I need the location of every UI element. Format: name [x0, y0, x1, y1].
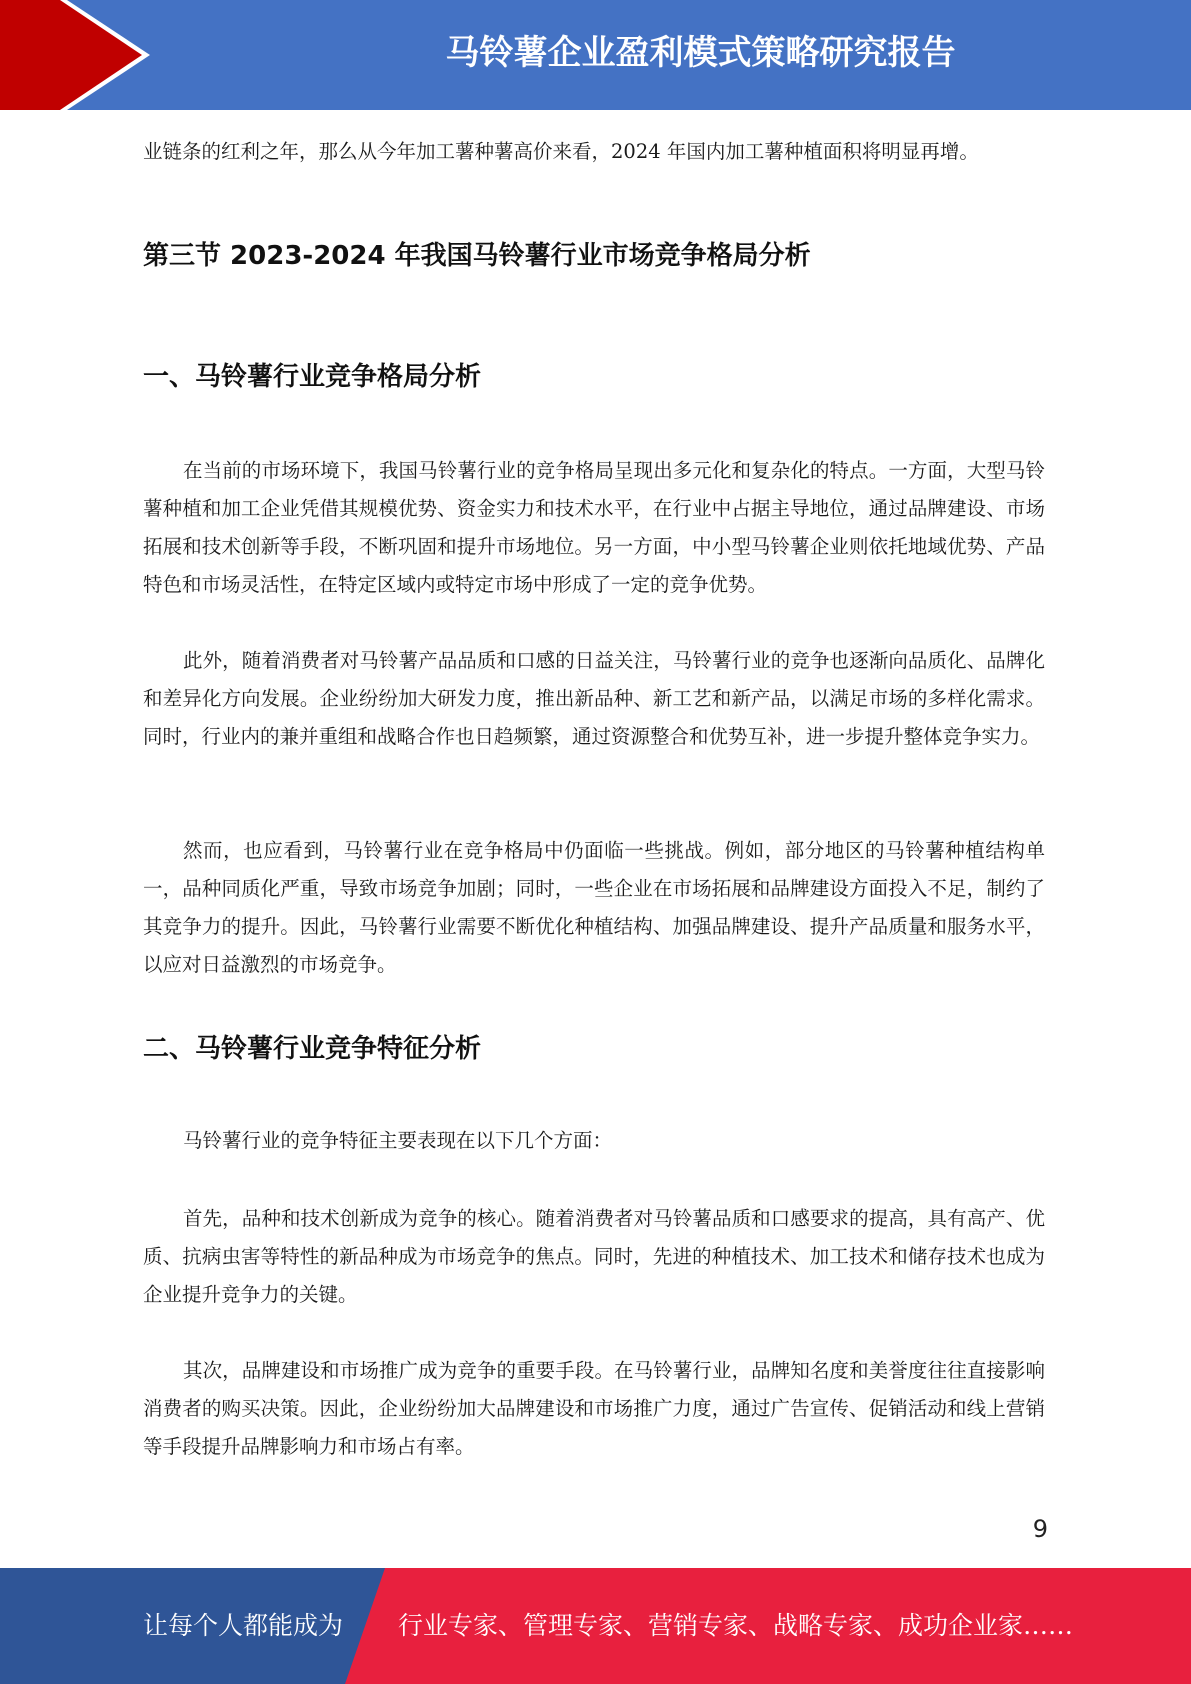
paragraph: 此外，随着消费者对马铃薯产品品质和口感的日益关注，马铃薯行业的竞争也逐渐向品质化、品牌化和差异化方向发展。企业纷纷加大研发力度，推出新品种、新工艺和新产品，以满足市场的多样化需求。同时，行业内的兼并重组和战略合作也日趋频繁，通过资源整合和优势互补，进一步提升整体竞争实力。 [143, 649, 1045, 748]
paragraph: 在当前的市场环境下，我国马铃薯行业的竞争格局呈现出多元化和复杂化的特点。一方面，大型马铃薯种植和加工企业凭借其规模优势、资金实力和技术水平，在行业中占据主导地位，通过品牌建设、市场拓展和技术创新等手段，不断巩固和提升市场地位。另一方面，中小型马铃薯企业则依托地域优势、产品特色和市场灵活性，在特定区域内或特定市场中形成了一定的竞争优势。 [143, 459, 1045, 596]
paragraph: 其次，品牌建设和市场推广成为竞争的重要手段。在马铃薯行业，品牌知名度和美誉度往往直接影响消费者的购买决策。因此，企业纷纷加大品牌建设和市场推广力度，通过广告宣传、促销活动和线上营销等手段提升品牌影响力和市场占有率。 [143, 1359, 1045, 1458]
page-header [0, 0, 1191, 110]
footer-slogan-left: 让每个人都能成为 [143, 1611, 344, 1640]
header-chevron-icon [0, 0, 150, 110]
subsection-heading-1: 一、马铃薯行业竞争格局分析 [143, 362, 482, 392]
section-heading: 第三节 2023-2024 年我国马铃薯行业市场竞争格局分析 [143, 241, 811, 271]
subsection-heading-2: 二、马铃薯行业竞争特征分析 [143, 1034, 482, 1064]
page-number: 9 [1032, 1515, 1048, 1543]
paragraph: 马铃薯行业的竞争特征主要表现在以下几个方面： [183, 1129, 613, 1152]
page-footer [0, 1568, 1191, 1684]
paragraph: 首先，品种和技术创新成为竞争的核心。随着消费者对马铃薯品质和口感要求的提高，具有高产、优质、抗病虫害等特性的新品种成为市场竞争的焦点。同时，先进的种植技术、加工技术和储存技术也成为企业提升竞争力的关键。 [143, 1207, 1045, 1306]
report-title: 马铃薯企业盈利模式策略研究报告 [445, 33, 956, 73]
intro-line: 业链条的红利之年，那么从今年加工薯种薯高价来看，2024 年国内加工薯种植面积将明显再增。 [143, 140, 979, 163]
paragraph: 然而，也应看到，马铃薯行业在竞争格局中仍面临一些挑战。例如，部分地区的马铃薯种植结构单一，品种同质化严重，导致市场竞争加剧；同时，一些企业在市场拓展和品牌建设方面投入不足，制约了其竞争力的提升。因此，马铃薯行业需要不断优化种植结构、加强品牌建设、提升产品质量和服务水平，以应对日益激烈的市场竞争。 [143, 839, 1045, 976]
footer-slogan-right: 行业专家、管理专家、营销专家、战略专家、成功企业家…… [398, 1611, 1074, 1640]
